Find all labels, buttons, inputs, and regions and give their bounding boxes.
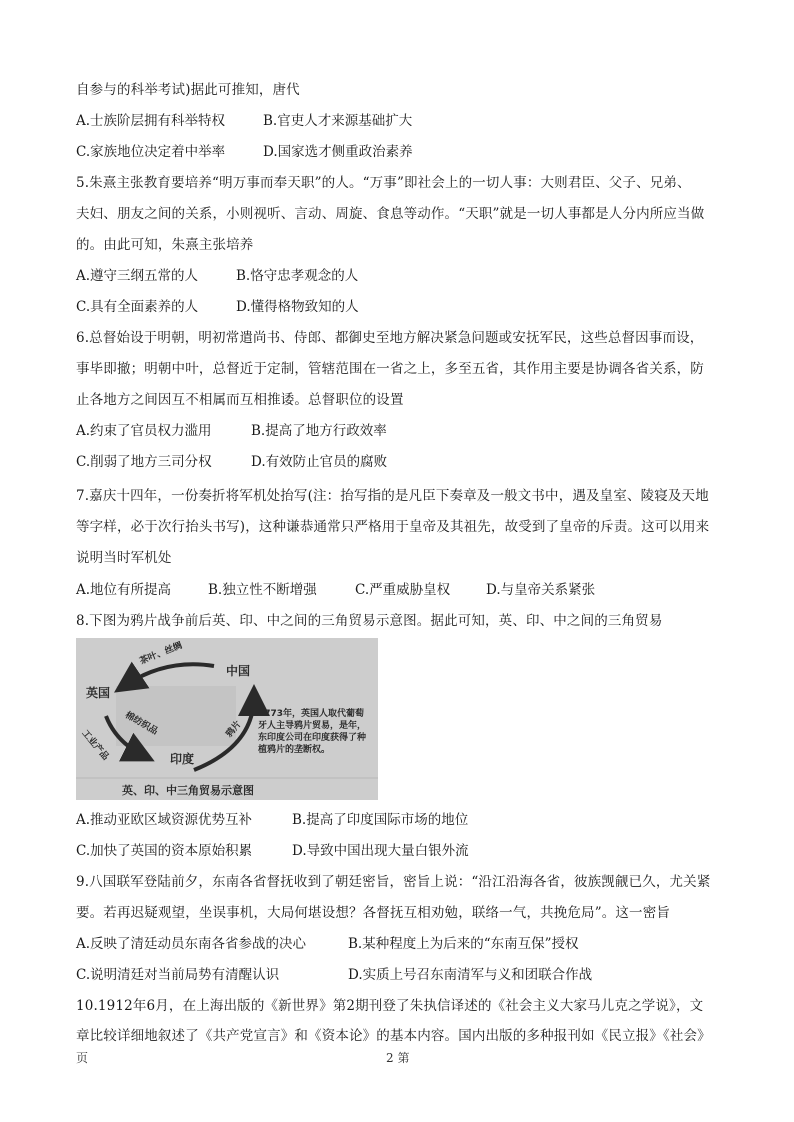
- q8-stem: 8.下图为鸦片战争前后英、印、中之间的三角贸易示意图。据此可知，英、印、中之间的三角贸易: [76, 613, 663, 629]
- q8-option-d: D.导致中国出现大量白银外流: [292, 843, 469, 859]
- label-tea-silk: 茶叶、丝绸: [138, 640, 184, 667]
- q10-stem-line2: 章比较详细地叙述了《共产党宣言》和《资本论》的基本内容。国内出版的多种报刊如《民立报》《社会》: [76, 1028, 711, 1044]
- q10-stem-line1: 10.1912年6月，在上海出版的《新世界》第2期刊登了朱执信译述的《社会主义大家马儿克之学说》，文: [76, 998, 704, 1014]
- q4-stem-tail: 自参与的科举考试)据此可推知，唐代: [76, 82, 300, 98]
- label-cotton: 棉纺织品: [123, 710, 160, 738]
- q7-option-a: A.地位有所提高: [76, 582, 172, 598]
- q6-option-d: D.有效防止官员的腐败: [251, 454, 388, 470]
- q9-stem-line1: 9.八国联军登陆前夕，东南各省督抚收到了朝廷密旨，密旨上说：“沿江沿海各省，彼族觊觎已久，尤关紧: [76, 874, 711, 890]
- label-industrial: 工业产品: [79, 728, 111, 763]
- q7-stem-line2: 等字样，必于次行抬头书写)，这种谦恭通常只严格用于皇帝及其祖先，故受到了皇帝的斥责。这可以用来: [76, 519, 710, 535]
- q5-option-c: C.具有全面素养的人: [76, 299, 199, 315]
- q5-option-a: A.遵守三纲五常的人: [76, 268, 199, 284]
- q9-option-d: D.实质上号召东南清军与义和团联合作战: [348, 967, 593, 983]
- q5-stem-line3: 的。由此可知，朱熹主张培养: [76, 237, 254, 253]
- q5-stem-line1: 5.朱熹主张教育要培养“明万事而奉天职”的人。“万事”即社会上的一切人事：大则君臣、父子、兄弟、: [76, 175, 691, 191]
- q4-option-b: B.官吏人才来源基础扩大: [263, 113, 413, 129]
- q4-option-a: A.士族阶层拥有科举特权: [76, 113, 226, 129]
- figure-note: 1773年，英国人取代葡萄牙人主导鸦片贸易，是年，东印度公司在印度获得了种植鸦片的垄断权。: [258, 709, 367, 755]
- q7-option-c: C.严重威胁皇权: [355, 582, 451, 598]
- node-china: 中国: [226, 664, 251, 678]
- triangle-trade-diagram: [76, 638, 378, 800]
- q8-option-b: B.提高了印度国际市场的地位: [292, 812, 469, 828]
- q7-stem-line3: 说明当时军机处: [76, 550, 172, 566]
- q9-option-b: B.某种程度上为后来的“东南互保”授权: [348, 936, 579, 952]
- q6-option-c: C.削弱了地方三司分权: [76, 454, 212, 470]
- node-britain: 英国: [86, 686, 111, 700]
- q6-stem-line3: 止各地方之间因互不相属而互相推诿。总督职位的设置: [76, 392, 404, 408]
- q5-stem-line2: 夫妇、朋友之间的关系，小则视听、言动、周旋、食息等动作。“天职”就是一切人事都是人分内所应当做: [76, 206, 705, 222]
- q6-option-b: B.提高了地方行政效率: [251, 423, 387, 439]
- label-opium: 鸦片: [224, 719, 244, 740]
- q5-option-b: B.恪守忠孝观念的人: [236, 268, 359, 284]
- q9-option-a: A.反映了清廷动员东南各省参战的决心: [76, 936, 307, 952]
- q7-option-d: D.与皇帝关系紧张: [486, 582, 596, 598]
- node-india: 印度: [170, 752, 195, 766]
- footer-page-number: 2 第: [386, 1051, 410, 1065]
- q7-stem-line1: 7.嘉庆十四年，一份奏折将军机处抬写(注：抬写指的是凡臣下奏章及一般文书中，遇及皇室、陵寝及天地: [76, 488, 709, 504]
- figure-caption: 英、印、中三角贸易示意图: [122, 784, 254, 797]
- q6-option-a: A.约束了官员权力滥用: [76, 423, 212, 439]
- q9-stem-line2: 要。若再迟疑观望，坐误事机，大局何堪设想？各督抚互相劝勉，联络一气，共挽危局”。这一密旨: [76, 905, 671, 921]
- q4-option-d: D.国家选才侧重政治素养: [263, 144, 413, 160]
- q6-stem-line1: 6.总督始设于明朝，明初常遣尚书、侍郎、都御史至地方解决紧急问题或安抚军民，这些总督因事而设，: [76, 330, 704, 346]
- q8-option-a: A.推动亚欧区域资源优势互补: [76, 812, 253, 828]
- q4-option-c: C.家族地位决定着中举率: [76, 144, 226, 160]
- q9-option-c: C.说明清廷对当前局势有清醒认识: [76, 967, 280, 983]
- footer-page-label: 页: [76, 1051, 89, 1065]
- q7-option-b: B.独立性不断增强: [208, 582, 317, 598]
- q6-stem-line2: 事毕即撤；明朝中叶，总督近于定制，管辖范围在一省之上，多至五省，其作用主要是协调各省关系，防: [76, 361, 704, 377]
- q5-option-d: D.懂得格物致知的人: [236, 299, 359, 315]
- q8-option-c: C.加快了英国的资本原始积累: [76, 843, 253, 859]
